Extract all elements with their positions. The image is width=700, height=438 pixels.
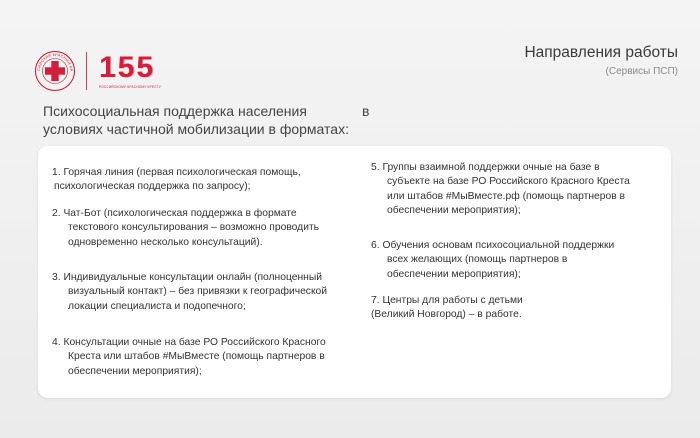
page-title: Направления работы	[524, 44, 678, 61]
list-item-line: Креста или штабов #МыВместе (помощь партнеров в	[68, 351, 325, 363]
intro-stray-word: в	[362, 103, 370, 119]
list-item-line: 2. Чат-Бот (психологическая поддержка в формате	[52, 208, 297, 219]
services-card	[38, 146, 671, 398]
list-item-line: обеспечении мероприятия);	[387, 268, 521, 280]
anniversary-logo	[99, 53, 161, 89]
list-item-line: локации специалиста и подопечного;	[68, 300, 246, 312]
anniversary-number: 155	[99, 51, 156, 84]
red-cross-emblem-icon	[34, 50, 76, 92]
list-item-line: 6. Обучения основам психосоциальной поддержки	[371, 240, 615, 251]
list-item-children-centers	[371, 294, 523, 323]
intro-line-2: условиях частичной мобилизации в форматах:	[43, 121, 349, 137]
list-item-line: 3. Индивидуальные консультации онлайн (полноценный	[52, 272, 323, 283]
list-item-line: визуальный контакт) – без привязки к географической	[68, 286, 328, 298]
list-item-line: текстового консультирования – возможно проводить	[68, 222, 320, 234]
list-item-line: 1. Горячая линия (первая психологическая помощь,	[52, 167, 301, 178]
list-item-support-groups	[371, 161, 630, 218]
list-item-line: или штабов #МыВместе.рф (помощь партнеров в	[387, 190, 625, 202]
intro-line-1: Психосоциальная поддержка населения	[43, 103, 307, 119]
list-item-hotline	[52, 166, 301, 195]
list-item-line: (Великий Новгород) – в работе.	[371, 309, 522, 321]
list-item-online-consultations	[52, 271, 327, 314]
emblem-text: СИЙСКИЙ КРАСНЫЙ КР	[36, 52, 74, 72]
list-item-chatbot	[52, 207, 319, 250]
list-item-line: 5. Группы взаимной поддержки очные на базе в	[371, 162, 600, 173]
list-item-line: одновременно несколько консультаций).	[68, 236, 263, 248]
list-item-line: всех желающих (помощь партнеров в	[387, 254, 568, 266]
list-item-training	[371, 239, 614, 282]
anniversary-caption: РОССИЙСКОМУ КРАСНОМУ КРЕСТУ	[99, 85, 162, 89]
page-subtitle: (Сервисы ПСП)	[605, 66, 678, 77]
logo-area	[34, 50, 161, 92]
logo-divider	[86, 52, 87, 90]
list-item-line: обеспечении мероприятия);	[68, 365, 202, 377]
list-item-line: субъекте на базе РО Российского Красного Креста	[387, 176, 630, 188]
list-item-line: 7. Центры для работы с детьми	[371, 295, 523, 306]
list-item-offline-consultations	[52, 336, 326, 379]
list-item-line: психологическая поддержка по запросу);	[54, 181, 251, 193]
list-item-line: обеспечении мероприятия);	[387, 204, 521, 216]
list-item-line: 4. Консультации очные на базе РО Российского Красного	[52, 337, 326, 348]
